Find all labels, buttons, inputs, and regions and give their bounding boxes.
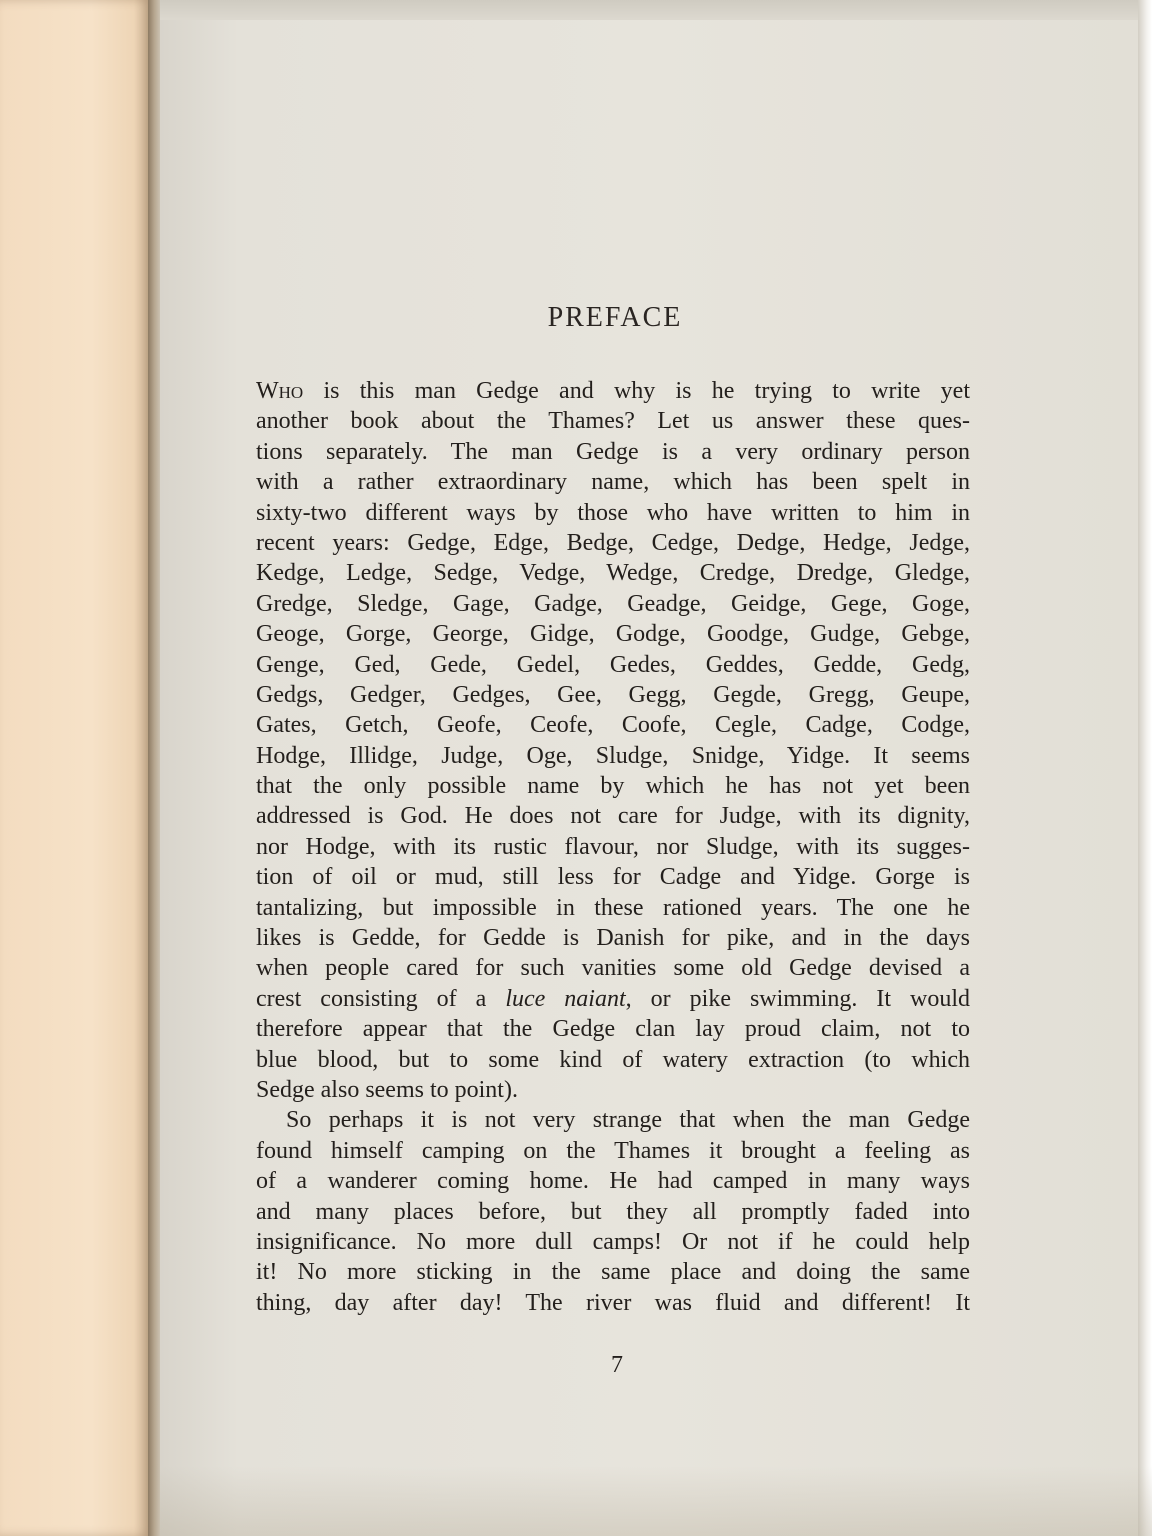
text-line	[256, 589, 970, 619]
text-line	[256, 437, 970, 467]
line-text: thing, day after day! The river was fluid and different! It	[256, 1289, 970, 1316]
line-text: insignificance. No more dull camps! Or not if he could help	[256, 1228, 970, 1255]
text-line	[256, 984, 970, 1014]
text-line	[256, 1075, 970, 1105]
page-bottom-shadow	[160, 1466, 1152, 1536]
line-text: therefore appear that the Gedge clan lay proud claim, not to	[256, 1016, 970, 1043]
text-line	[256, 1105, 970, 1135]
italic-phrase: luce naiant	[505, 985, 626, 1012]
line-text: , or pike swimming. It would	[625, 985, 970, 1012]
text-line	[256, 1014, 970, 1044]
line-text: that the only possible name by which he has not yet been	[256, 773, 970, 800]
line-text: tantalizing, but impossible in these rationed years. The one he	[256, 894, 970, 921]
preface-body-text	[256, 376, 970, 1318]
line-text: likes is Gedde, for Gedde is Danish for pike, and in the days	[256, 925, 970, 952]
page-title: PREFACE	[547, 302, 683, 333]
line-text: sixty-two different ways by those who have written to him in	[256, 499, 970, 526]
line-text: Geoge, Gorge, George, Gidge, Godge, Goodge, Gudge, Gebge,	[256, 621, 970, 648]
line-text: with a rather extraordinary name, which has been spelt in	[256, 469, 970, 496]
line-text-pre: crest consisting of a	[256, 985, 506, 1012]
text-line	[256, 801, 970, 831]
text-line	[256, 467, 970, 497]
text-line	[256, 923, 970, 953]
text-line	[256, 1227, 970, 1257]
text-line	[256, 680, 970, 710]
drop-lead-word: Who	[256, 378, 304, 404]
text-line	[256, 1045, 970, 1075]
line-text: recent years: Gedge, Edge, Bedge, Cedge, Dedge, Hedge, Jedge,	[256, 529, 970, 556]
page-top-edge	[160, 0, 1152, 22]
text-line	[256, 741, 970, 771]
line-text: Gedgs, Gedger, Gedges, Gee, Gegg, Gegde, Gregg, Geupe,	[256, 681, 970, 708]
line-text: Gredge, Sledge, Gage, Gadge, Geadge, Geidge, Gege, Goge,	[256, 590, 970, 617]
text-line	[256, 832, 970, 862]
line-text: tion of oil or mud, still less for Cadge and Yidge. Gorge is	[256, 864, 970, 891]
text-line	[256, 1136, 970, 1166]
line-text: another book about the Thames? Let us answer these ques-	[256, 408, 970, 435]
page-number: 7	[611, 1352, 623, 1378]
page-right-edge	[1138, 0, 1152, 1536]
text-line	[256, 528, 970, 558]
text-line	[256, 771, 970, 801]
line-text: and many places before, but they all promptly faded into	[256, 1198, 970, 1225]
text-line	[256, 650, 970, 680]
line-text: is this man Gedge and why is he trying to write yet	[303, 378, 970, 404]
text-line	[256, 619, 970, 649]
line-text: found himself camping on the Thames it brought a feeling as	[256, 1137, 970, 1164]
text-line	[256, 953, 970, 983]
text-line	[256, 498, 970, 528]
line-text: So perhaps it is not very strange that when the man Gedge	[286, 1107, 970, 1134]
line-text: of a wanderer coming home. He had camped in many ways	[256, 1168, 970, 1195]
line-text: blue blood, but to some kind of watery extraction (to which	[256, 1046, 970, 1073]
text-line	[256, 1288, 970, 1318]
line-text: Genge, Ged, Gede, Gedel, Gedes, Geddes, Gedde, Gedg,	[256, 651, 970, 678]
line-text: tions separately. The man Gedge is a very ordinary person	[256, 438, 970, 465]
text-line	[256, 376, 970, 406]
text-line	[256, 710, 970, 740]
text-line	[256, 558, 970, 588]
line-text: it! No more sticking in the same place and doing the same	[256, 1259, 970, 1286]
text-line	[256, 1257, 970, 1287]
line-text: Kedge, Ledge, Sedge, Vedge, Wedge, Credge, Dredge, Gledge,	[256, 560, 970, 587]
left-facing-page	[0, 0, 152, 1536]
line-text: Gates, Getch, Geofe, Ceofe, Coofe, Cegle, Cadge, Codge,	[256, 712, 970, 739]
text-line	[256, 1197, 970, 1227]
line-text: Sedge also seems to point).	[256, 1076, 518, 1103]
line-text: addressed is God. He does not care for Judge, with its dignity,	[256, 803, 970, 830]
line-text: nor Hodge, with its rustic flavour, nor Sludge, with its sugges-	[256, 833, 970, 860]
line-text: when people cared for such vanities some old Gedge devised a	[256, 955, 970, 982]
text-line	[256, 406, 970, 436]
line-text: Hodge, Illidge, Judge, Oge, Sludge, Snidge, Yidge. It seems	[256, 742, 970, 769]
text-line	[256, 893, 970, 923]
text-line	[256, 1166, 970, 1196]
text-line	[256, 862, 970, 892]
